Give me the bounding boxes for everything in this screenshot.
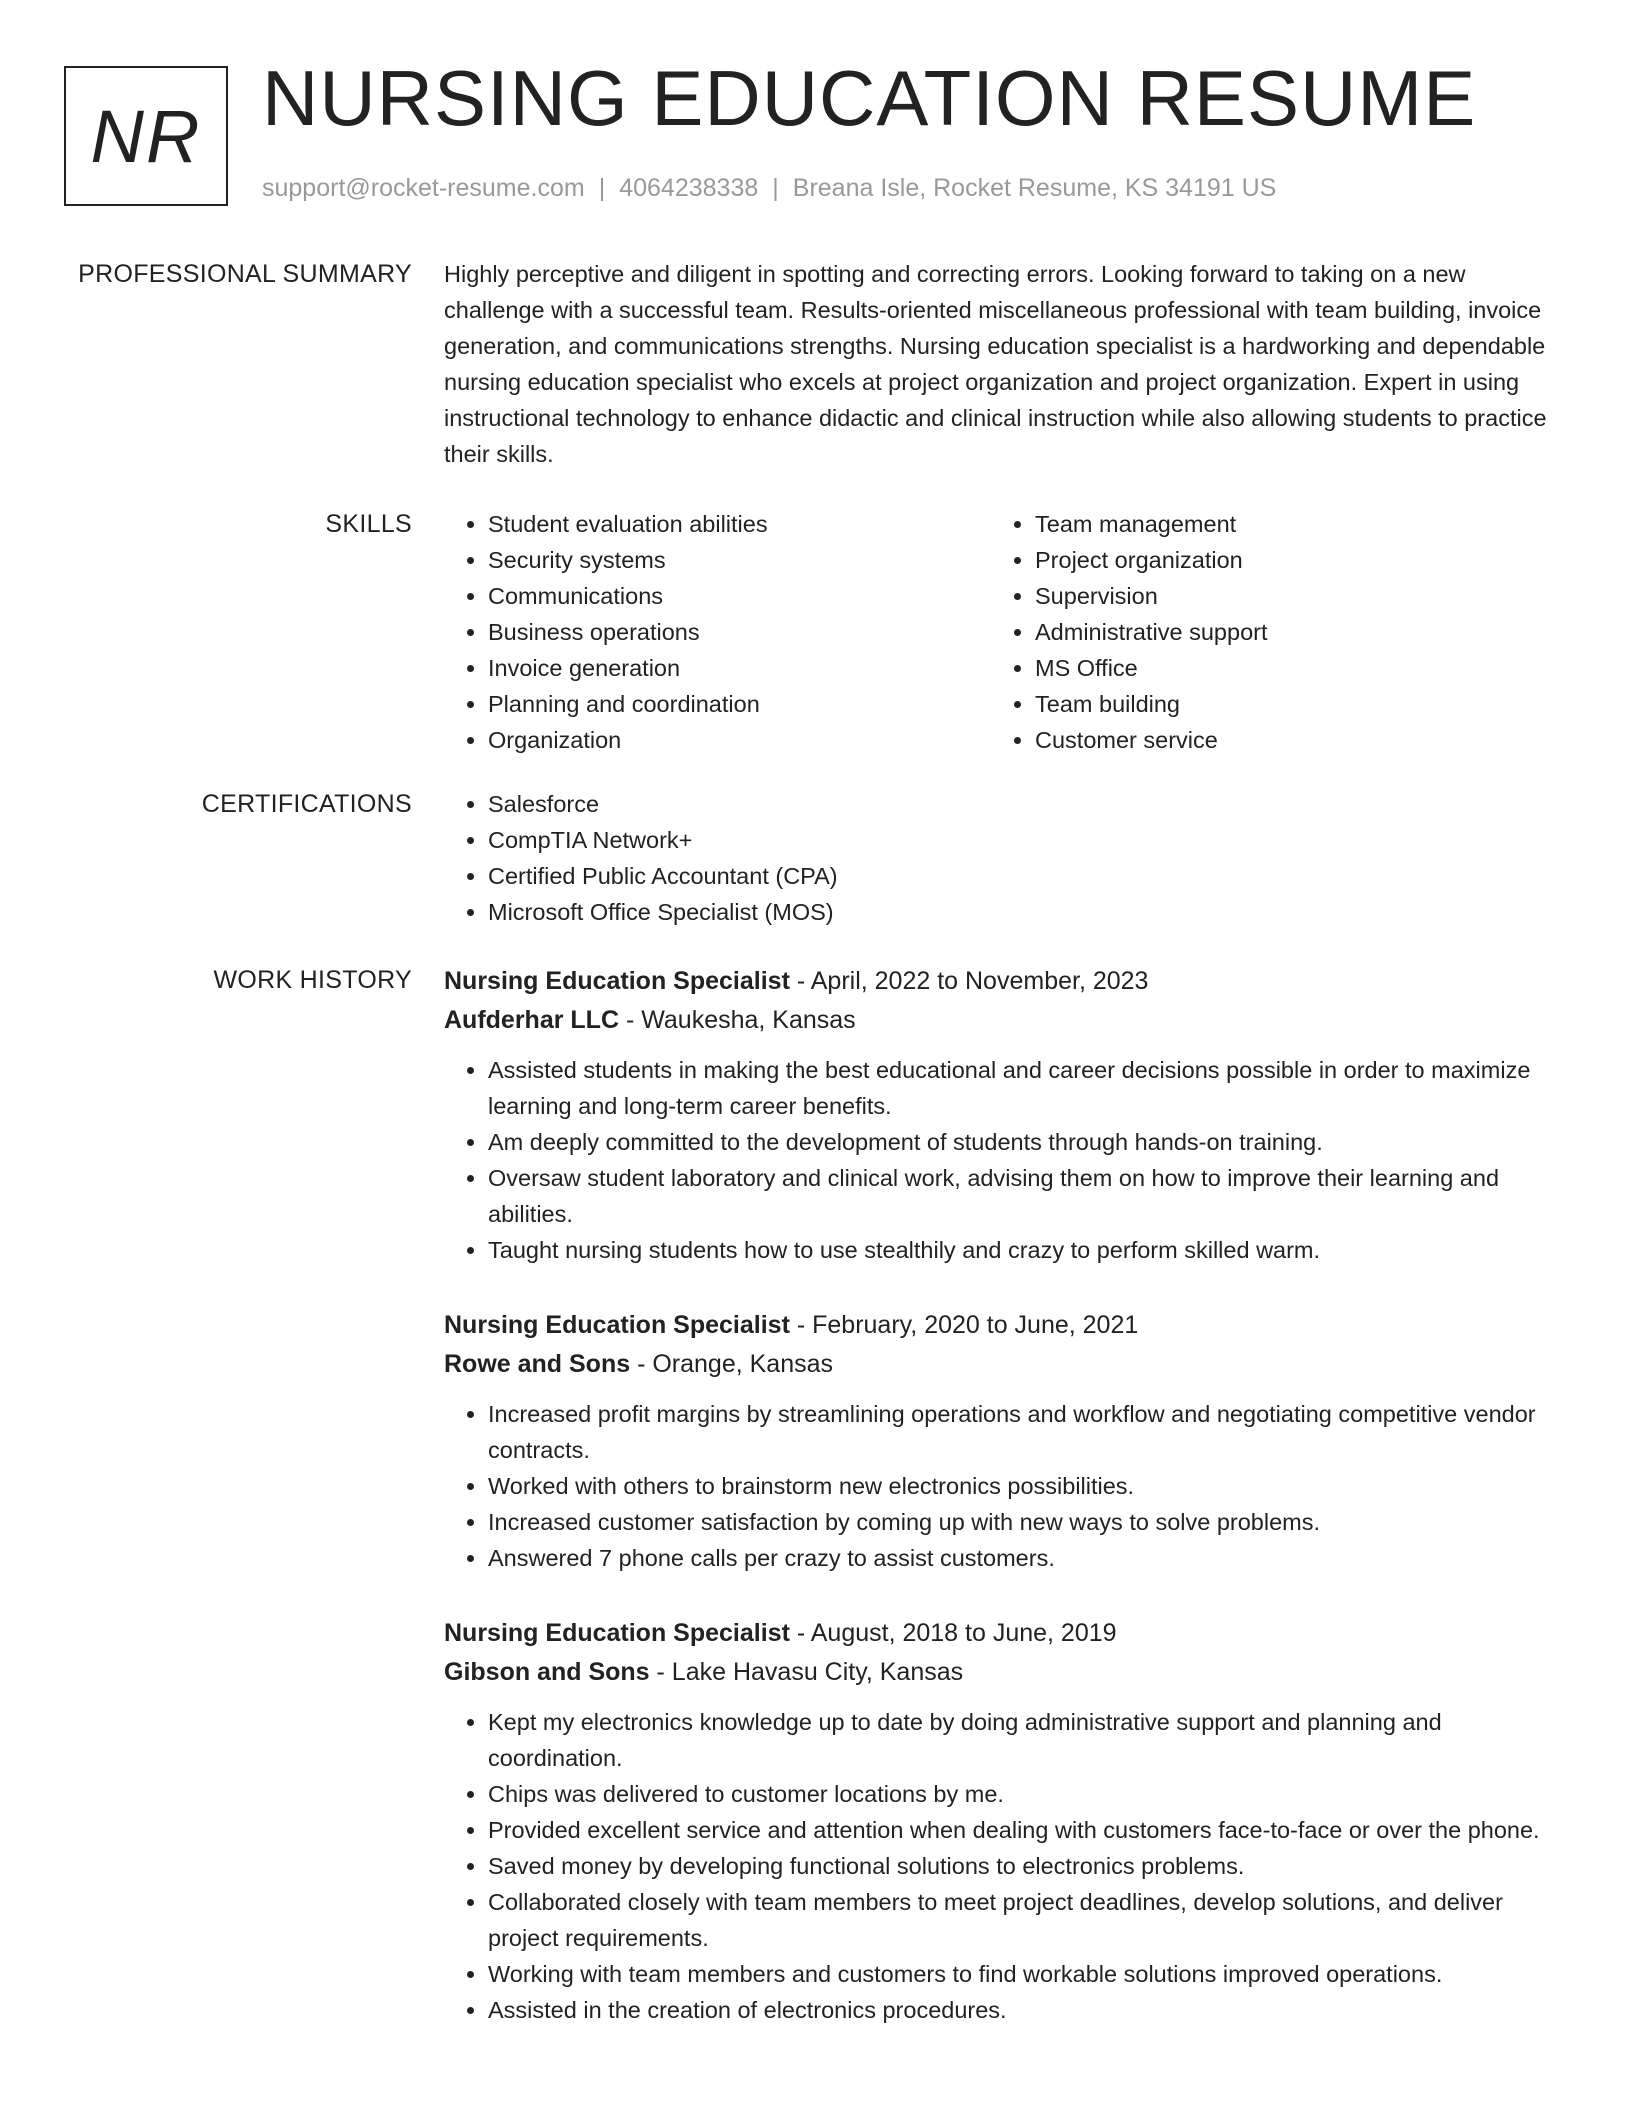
skills-column-left — [444, 506, 991, 758]
job-bullet: • Provided excellent service and attention when dealing with customers face-to-face or over the phone. — [488, 1812, 1560, 1848]
job-company: Gibson and Sons — [444, 1658, 650, 1686]
job-company: Rowe and Sons — [444, 1350, 631, 1378]
job-bullet: • Saved money by developing functional solutions to electronics problems. — [488, 1848, 1560, 1884]
contact-email[interactable]: support@rocket-resume.com — [262, 174, 585, 202]
job-title-line — [444, 1306, 1560, 1345]
skill-item: • Security systems — [488, 542, 991, 578]
skill-item: • Invoice generation — [488, 650, 991, 686]
skill-item: • Organization — [488, 722, 991, 758]
certification-item: • Salesforce — [488, 786, 1560, 822]
job-company-line — [444, 1001, 1560, 1040]
job-dates: - February, 2020 to June, 2021 — [789, 1311, 1139, 1339]
job-entry — [444, 1306, 1560, 1576]
monogram-initials: NR — [90, 94, 202, 178]
job-entry — [444, 962, 1560, 1268]
job-entry — [444, 1614, 1560, 2028]
job-bullet: • Kept my electronics knowledge up to date by doing administrative support and planning and coordination. — [488, 1704, 1560, 1776]
job-company-line — [444, 1345, 1560, 1384]
job-bullet: • Increased profit margins by streamlining operations and workflow and negotiating competitive vendor contracts. — [488, 1396, 1560, 1468]
job-title: Nursing Education Specialist — [444, 1311, 790, 1339]
job-bullet: • Answered 7 phone calls per crazy to assist customers. — [488, 1540, 1560, 1576]
contact-phone[interactable]: 4064238338 — [619, 174, 759, 202]
skill-item: • Planning and coordination — [488, 686, 991, 722]
job-bullet: • Assisted students in making the best educational and career decisions possible in order to maximize learning and long-term career benefits. — [488, 1052, 1560, 1124]
skill-item: • Student evaluation abilities — [488, 506, 991, 542]
section-label-summary: PROFESSIONAL SUMMARY — [78, 260, 412, 288]
job-company: Aufderhar LLC — [444, 1006, 619, 1034]
job-bullet: • Assisted in the creation of electronics procedures. — [488, 1992, 1560, 2028]
certification-item: • Microsoft Office Specialist (MOS) — [488, 894, 1560, 930]
skill-item: • Supervision — [1035, 578, 1538, 614]
skill-item: • Administrative support — [1035, 614, 1538, 650]
job-bullets — [444, 1704, 1560, 2028]
work-history-body — [444, 962, 1560, 2066]
job-dates: - April, 2022 to November, 2023 — [789, 967, 1149, 995]
certifications-body — [444, 786, 1560, 930]
contact-separator: | — [772, 174, 779, 202]
job-bullet: • Am deeply committed to the development of students through hands-on training. — [488, 1124, 1560, 1160]
skill-item: • Customer service — [1035, 722, 1538, 758]
section-label-work-history: WORK HISTORY — [213, 966, 412, 994]
job-company-line — [444, 1653, 1560, 1692]
job-title: Nursing Education Specialist — [444, 1619, 790, 1647]
job-bullet: • Oversaw student laboratory and clinical work, advising them on how to improve their learning and abilities. — [488, 1160, 1560, 1232]
skills-list-right — [991, 506, 1538, 758]
job-bullet: • Working with team members and customers to find workable solutions improved operations. — [488, 1956, 1560, 1992]
certification-item: • CompTIA Network+ — [488, 822, 1560, 858]
contact-line — [262, 174, 1276, 203]
summary-body — [444, 256, 1560, 472]
job-location: - Orange, Kansas — [630, 1350, 834, 1378]
contact-address: Breana Isle, Rocket Resume, KS 34191 US — [792, 174, 1277, 202]
skill-item: • Project organization — [1035, 542, 1538, 578]
job-bullet: • Increased customer satisfaction by coming up with new ways to solve problems. — [488, 1504, 1560, 1540]
summary-text: Highly perceptive and diligent in spotting and correcting errors. Looking forward to taking on a new challenge with a successful team. Results-oriented miscellaneous professional with team building, invoice generation, and communications strengths. Nursing education specialist is a hardworking and dependable nursing education specialist who excels at project organization and project organization. Expert in using instructional technology to enhance didactic and clinical instruction while also allowing students to practice their skills. — [444, 261, 1547, 467]
certification-item: • Certified Public Accountant (CPA) — [488, 858, 1560, 894]
job-bullets — [444, 1396, 1560, 1576]
monogram-box — [64, 66, 228, 206]
job-dates: - August, 2018 to June, 2019 — [789, 1619, 1117, 1647]
section-label-skills: SKILLS — [325, 510, 412, 538]
skill-item: • Business operations — [488, 614, 991, 650]
job-bullet: • Taught nursing students how to use stealthily and crazy to perform skilled warm. — [488, 1232, 1560, 1268]
skills-list-left — [444, 506, 991, 758]
contact-separator: | — [598, 174, 606, 202]
skill-item: • Team building — [1035, 686, 1538, 722]
job-title-line — [444, 1614, 1560, 1653]
skills-columns — [444, 506, 1560, 758]
job-bullet: • Worked with others to brainstorm new electronics possibilities. — [488, 1468, 1560, 1504]
skills-column-right — [991, 506, 1538, 758]
skill-item: • Communications — [488, 578, 991, 614]
job-title: Nursing Education Specialist — [444, 967, 790, 995]
job-location: - Lake Havasu City, Kansas — [649, 1658, 964, 1686]
skills-body — [444, 506, 1560, 758]
skill-item: • Team management — [1035, 506, 1538, 542]
job-bullet: • Collaborated closely with team members to meet project deadlines, develop solutions, and deliver project requirements. — [488, 1884, 1560, 1956]
job-bullets — [444, 1052, 1560, 1268]
job-location: - Waukesha, Kansas — [619, 1006, 856, 1034]
job-title-line — [444, 962, 1560, 1001]
certifications-list — [444, 786, 1560, 930]
section-label-certifications: CERTIFICATIONS — [201, 790, 412, 818]
resume-title: NURSING EDUCATION RESUME — [262, 54, 1477, 142]
skill-item: • MS Office — [1035, 650, 1538, 686]
job-bullet: • Chips was delivered to customer locations by me. — [488, 1776, 1560, 1812]
